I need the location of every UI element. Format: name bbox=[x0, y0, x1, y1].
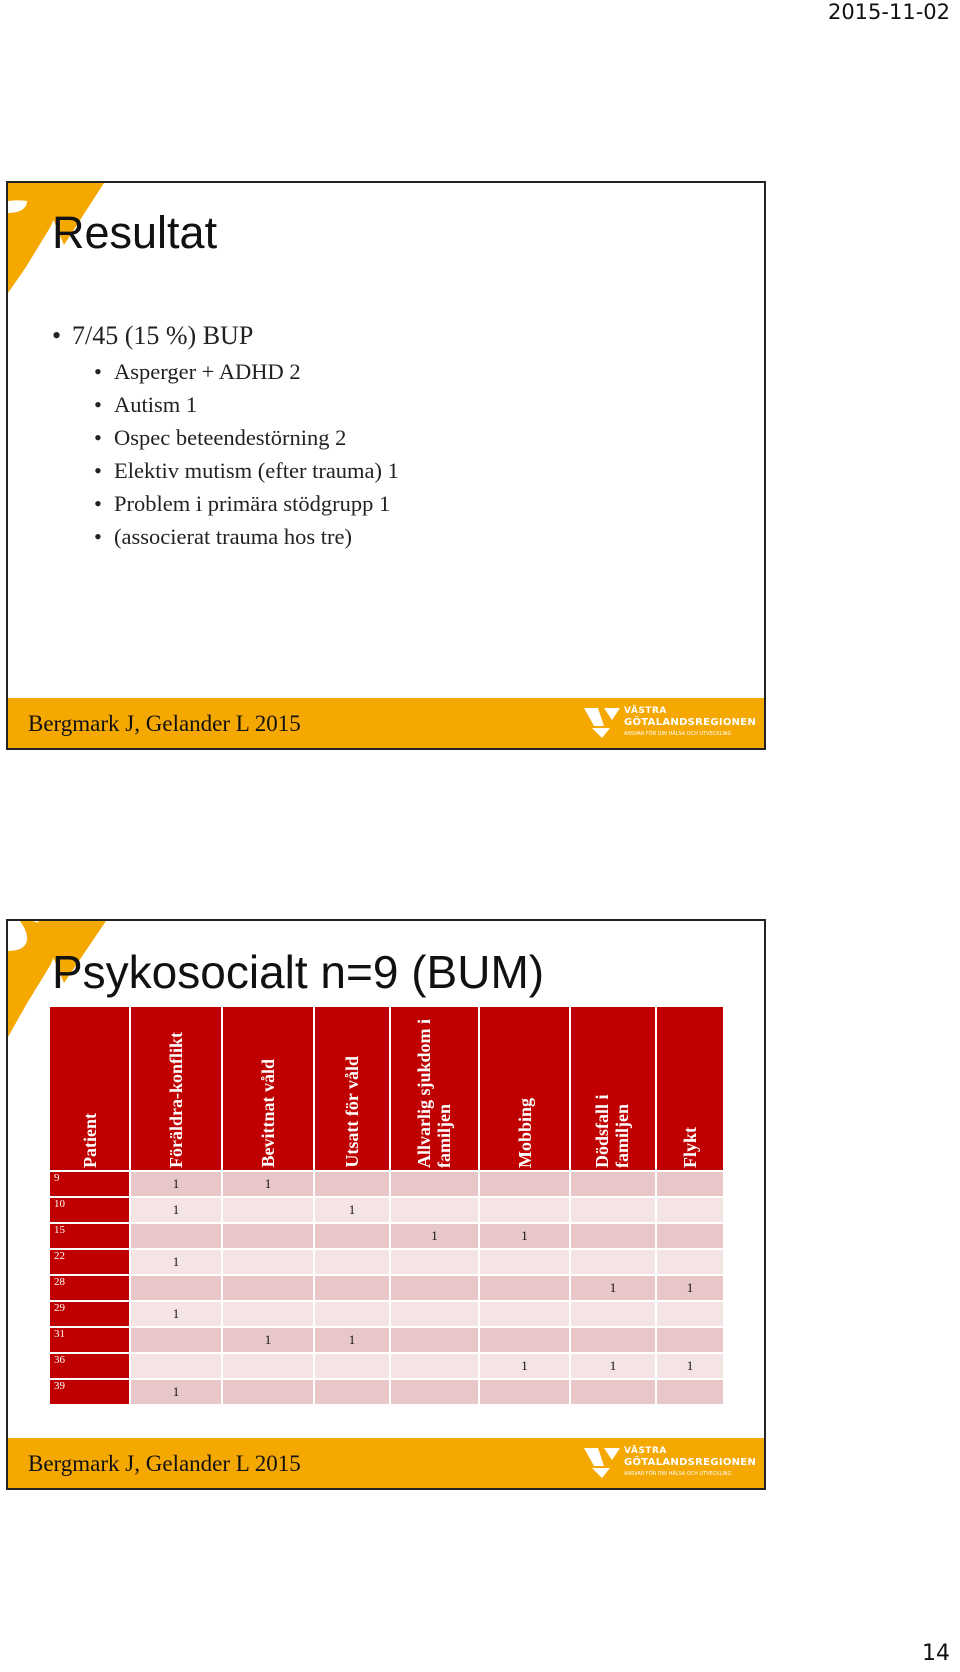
list-item: • Asperger + ADHD 2 bbox=[52, 357, 399, 390]
table-cell: 1 bbox=[390, 1223, 479, 1249]
column-header: Patient bbox=[50, 1007, 130, 1171]
table-cell bbox=[479, 1301, 570, 1327]
slide-psykosocialt bbox=[6, 919, 766, 1490]
bullet-icon: • bbox=[94, 458, 102, 483]
table-cell bbox=[570, 1249, 656, 1275]
table-cell bbox=[479, 1275, 570, 1301]
logo-mark-icon bbox=[582, 704, 622, 740]
table-row bbox=[50, 1379, 723, 1404]
table-cell bbox=[390, 1353, 479, 1379]
table-cell bbox=[130, 1353, 222, 1379]
table-cell: 1 bbox=[314, 1197, 390, 1223]
table-cell bbox=[130, 1223, 222, 1249]
table-cell bbox=[222, 1249, 314, 1275]
table-cell bbox=[222, 1197, 314, 1223]
table-cell bbox=[130, 1327, 222, 1353]
table-cell: 1 bbox=[222, 1327, 314, 1353]
table-body bbox=[50, 1171, 723, 1404]
bullet-icon: • bbox=[94, 491, 102, 516]
column-header: Mobbing bbox=[479, 1007, 570, 1171]
list-item: • Problem i primära stödgrupp 1 bbox=[52, 489, 399, 522]
table-cell bbox=[656, 1249, 723, 1275]
table-cell: 1 bbox=[479, 1353, 570, 1379]
vastra-gotalandsregionen-logo: VÄSTRA GÖTALANDSREGIONEN ANSVAR FÖR DIN HÄLSA OCH UTVECKLING bbox=[582, 1444, 752, 1482]
table-cell: 1 bbox=[656, 1353, 723, 1379]
patient-id-cell: 10 bbox=[50, 1197, 130, 1223]
list-item: • 7/45 (15 %) BUP bbox=[52, 319, 399, 357]
page-number: 14 bbox=[922, 1641, 950, 1666]
table-cell: 1 bbox=[130, 1197, 222, 1223]
table-cell: 1 bbox=[570, 1275, 656, 1301]
table-cell bbox=[656, 1223, 723, 1249]
table-cell: 1 bbox=[656, 1275, 723, 1301]
table-cell bbox=[390, 1171, 479, 1197]
table-cell: 1 bbox=[130, 1301, 222, 1327]
table-cell bbox=[479, 1249, 570, 1275]
bullet-icon: • bbox=[94, 524, 102, 549]
vastra-gotalandsregionen-logo: VÄSTRA GÖTALANDSREGIONEN ANSVAR FÖR DIN HÄLSA OCH UTVECKLING bbox=[582, 704, 752, 742]
table-cell bbox=[479, 1197, 570, 1223]
slide-footer bbox=[8, 698, 764, 748]
table-cell bbox=[656, 1327, 723, 1353]
table-cell bbox=[479, 1379, 570, 1404]
table-cell bbox=[222, 1379, 314, 1404]
table-cell bbox=[314, 1353, 390, 1379]
table-cell bbox=[570, 1197, 656, 1223]
bullet-list bbox=[52, 319, 399, 555]
table-cell bbox=[222, 1275, 314, 1301]
column-header: Föräldra-konflikt bbox=[130, 1007, 222, 1171]
column-header: Allvarlig sjukdom i familjen bbox=[390, 1007, 479, 1171]
patient-id-cell: 36 bbox=[50, 1353, 130, 1379]
table-cell bbox=[314, 1379, 390, 1404]
table-row bbox=[50, 1249, 723, 1275]
table-row bbox=[50, 1327, 723, 1353]
column-header: Dödsfall i familjen bbox=[570, 1007, 656, 1171]
table-cell: 1 bbox=[130, 1171, 222, 1197]
table-cell bbox=[222, 1223, 314, 1249]
table-cell bbox=[479, 1171, 570, 1197]
table-cell bbox=[314, 1171, 390, 1197]
table-cell bbox=[570, 1327, 656, 1353]
table-cell bbox=[314, 1275, 390, 1301]
patient-id-cell: 22 bbox=[50, 1249, 130, 1275]
table-cell bbox=[222, 1353, 314, 1379]
bullet-icon: • bbox=[94, 359, 102, 384]
table-cell bbox=[314, 1301, 390, 1327]
table-cell: 1 bbox=[130, 1379, 222, 1404]
table-cell: 1 bbox=[130, 1249, 222, 1275]
table-cell bbox=[390, 1275, 479, 1301]
list-item: • Ospec beteendestörning 2 bbox=[52, 423, 399, 456]
table-cell bbox=[479, 1327, 570, 1353]
footer-credit: Bergmark J, Gelander L 2015 bbox=[28, 711, 301, 736]
table-row bbox=[50, 1353, 723, 1379]
table-row bbox=[50, 1171, 723, 1197]
column-header: Bevittnat våld bbox=[222, 1007, 314, 1171]
patient-id-cell: 9 bbox=[50, 1171, 130, 1197]
column-header: Flykt bbox=[656, 1007, 723, 1171]
table-cell bbox=[570, 1223, 656, 1249]
slide-title: Resultat bbox=[52, 207, 218, 258]
table-cell bbox=[130, 1275, 222, 1301]
table-row bbox=[50, 1275, 723, 1301]
patient-id-cell: 15 bbox=[50, 1223, 130, 1249]
table-cell bbox=[656, 1379, 723, 1404]
table-cell bbox=[314, 1223, 390, 1249]
table-cell bbox=[222, 1301, 314, 1327]
table-cell bbox=[656, 1197, 723, 1223]
table-cell: 1 bbox=[570, 1353, 656, 1379]
table-cell bbox=[390, 1379, 479, 1404]
patient-id-cell: 28 bbox=[50, 1275, 130, 1301]
bullet-icon: • bbox=[52, 321, 62, 350]
table-cell bbox=[314, 1249, 390, 1275]
table-cell bbox=[390, 1327, 479, 1353]
table-cell: 1 bbox=[222, 1171, 314, 1197]
patient-id-cell: 39 bbox=[50, 1379, 130, 1404]
slide-footer bbox=[8, 1438, 764, 1488]
bullet-icon: • bbox=[94, 425, 102, 450]
table-cell bbox=[570, 1171, 656, 1197]
table-cell: 1 bbox=[479, 1223, 570, 1249]
slide-title: Psykosocialt n=9 (BUM) bbox=[52, 946, 545, 998]
table-cell bbox=[570, 1301, 656, 1327]
list-item: • Autism 1 bbox=[52, 390, 399, 423]
table-row bbox=[50, 1301, 723, 1327]
slide-resultat bbox=[6, 181, 766, 750]
table-row bbox=[50, 1197, 723, 1223]
patient-id-cell: 31 bbox=[50, 1327, 130, 1353]
table-cell bbox=[390, 1249, 479, 1275]
table-cell bbox=[390, 1197, 479, 1223]
patient-id-cell: 29 bbox=[50, 1301, 130, 1327]
table-cell bbox=[390, 1301, 479, 1327]
bullet-icon: • bbox=[94, 392, 102, 417]
footer-credit: Bergmark J, Gelander L 2015 bbox=[28, 1451, 301, 1476]
table-cell: 1 bbox=[314, 1327, 390, 1353]
table-row bbox=[50, 1223, 723, 1249]
list-item: • (associerat trauma hos tre) bbox=[52, 522, 399, 555]
table-cell bbox=[570, 1379, 656, 1404]
table-header-row bbox=[50, 1007, 723, 1171]
logo-mark-icon bbox=[582, 1444, 622, 1480]
table-cell bbox=[656, 1301, 723, 1327]
table-cell bbox=[656, 1171, 723, 1197]
page-date: 2015-11-02 bbox=[827, 0, 950, 24]
column-header: Utsatt för våld bbox=[314, 1007, 390, 1171]
psychosocial-table bbox=[50, 1007, 723, 1404]
list-item: • Elektiv mutism (efter trauma) 1 bbox=[52, 456, 399, 489]
